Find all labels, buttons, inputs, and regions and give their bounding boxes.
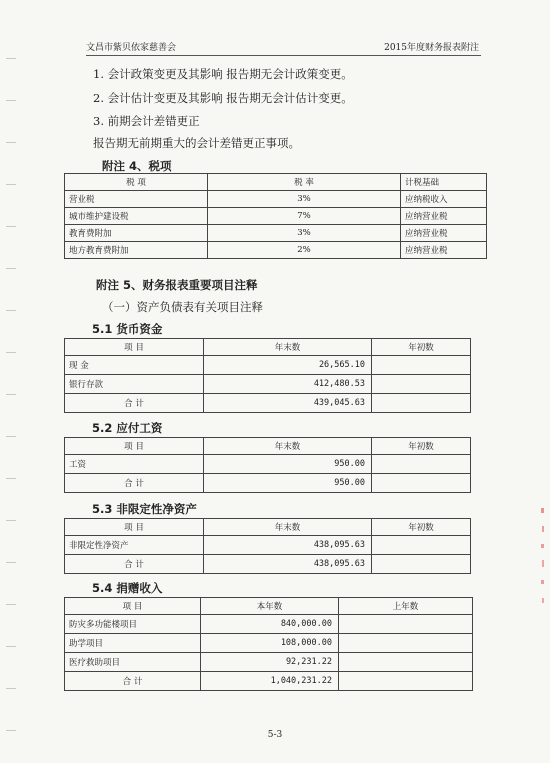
table-header-row xyxy=(65,339,471,356)
net-assets-table xyxy=(64,518,471,574)
table-cell: 840,000.00 xyxy=(201,615,339,634)
table-cell: 108,000.00 xyxy=(201,634,339,653)
section-subtitle: （一）资产负债表有关项目注释 xyxy=(102,300,263,314)
table-cell: 950.00 xyxy=(204,455,372,474)
table-cell: 合 计 xyxy=(65,555,204,574)
table-row xyxy=(65,536,471,555)
table-row xyxy=(65,394,471,413)
table-cell: 合 计 xyxy=(65,394,204,413)
table-cell xyxy=(339,672,473,691)
table-cell: 教育费附加 xyxy=(65,225,208,242)
cash-table xyxy=(64,338,471,413)
table-cell xyxy=(372,375,471,394)
table-cell: 防灾多功能楼项目 xyxy=(65,615,201,634)
margin-tick xyxy=(6,688,16,689)
table-cell: 城市维护建设税 xyxy=(65,208,208,225)
organization-name: 文昌市紫贝依家慈善会 xyxy=(86,43,177,53)
table-row xyxy=(65,455,471,474)
table-row xyxy=(65,375,471,394)
header-cell: 本年数 xyxy=(201,598,339,615)
document-title: 2015年度财务报表附注 xyxy=(384,43,479,53)
header-cell: 年末数 xyxy=(204,519,372,536)
table-cell: 应纳营业税 xyxy=(401,225,487,242)
policy-item-3: 3. 前期会计差错更正 xyxy=(93,114,200,128)
table-row xyxy=(65,474,471,493)
policy-item-1: 1. 会计政策变更及其影响 报告期无会计政策变更。 xyxy=(93,67,353,81)
table-row xyxy=(65,653,473,672)
table-cell: 26,565.10 xyxy=(204,356,372,375)
margin-tick xyxy=(6,520,16,521)
margin-tick xyxy=(6,58,16,59)
margin-tick xyxy=(6,142,16,143)
table-cell: 439,045.63 xyxy=(204,394,372,413)
table-cell xyxy=(372,474,471,493)
policy-item-4: 报告期无前期重大的会计差错更正事项。 xyxy=(93,136,300,150)
table-row xyxy=(65,225,487,242)
table-header-row xyxy=(65,174,487,191)
header-cell: 上年数 xyxy=(339,598,473,615)
subsection-title-cash: 5.1 货币资金 xyxy=(92,322,163,336)
header-cell: 计税基础 xyxy=(401,174,487,191)
table-cell: 医疗救助项目 xyxy=(65,653,201,672)
margin-tick xyxy=(6,310,16,311)
margin-tick xyxy=(6,646,16,647)
table-cell: 3% xyxy=(208,191,401,208)
header-cell: 税 率 xyxy=(208,174,401,191)
margin-tick xyxy=(6,604,16,605)
table-cell: 营业税 xyxy=(65,191,208,208)
table-cell: 92,231.22 xyxy=(201,653,339,672)
page-number: 5-3 xyxy=(267,730,283,740)
margin-tick xyxy=(6,436,16,437)
table-row xyxy=(65,242,487,259)
table-row xyxy=(65,634,473,653)
tax-table xyxy=(64,173,487,259)
table-cell: 非限定性净资产 xyxy=(65,536,204,555)
table-cell: 合 计 xyxy=(65,672,201,691)
margin-tick xyxy=(6,352,16,353)
table-cell: 应纳税收入 xyxy=(401,191,487,208)
table-cell xyxy=(339,653,473,672)
margin-tick xyxy=(6,394,16,395)
table-cell xyxy=(339,634,473,653)
table-cell: 1,040,231.22 xyxy=(201,672,339,691)
donations-table xyxy=(64,597,473,691)
table-cell xyxy=(339,615,473,634)
header-cell: 年末数 xyxy=(204,339,372,356)
table-row xyxy=(65,356,471,375)
table-cell xyxy=(372,555,471,574)
table-cell: 地方教育费附加 xyxy=(65,242,208,259)
section-heading-tax: 附注 4、税项 xyxy=(102,159,172,173)
header-cell: 项 目 xyxy=(65,339,204,356)
table-row xyxy=(65,672,473,691)
table-cell: 工资 xyxy=(65,455,204,474)
table-cell: 950.00 xyxy=(204,474,372,493)
table-cell: 应纳营业税 xyxy=(401,242,487,259)
table-cell: 438,095.63 xyxy=(204,555,372,574)
table-cell: 银行存款 xyxy=(65,375,204,394)
page-header xyxy=(86,40,479,54)
wages-table xyxy=(64,437,471,493)
margin-tick xyxy=(6,478,16,479)
table-cell: 7% xyxy=(208,208,401,225)
table-row xyxy=(65,191,487,208)
table-cell: 3% xyxy=(208,225,401,242)
seal-edge-mark xyxy=(540,500,546,620)
table-header-row xyxy=(65,438,471,455)
header-cell: 年初数 xyxy=(372,339,471,356)
table-cell: 438,095.63 xyxy=(204,536,372,555)
table-cell: 现 金 xyxy=(65,356,204,375)
header-cell: 税 项 xyxy=(65,174,208,191)
header-cell: 年末数 xyxy=(204,438,372,455)
margin-tick xyxy=(6,268,16,269)
subsection-title-wages: 5.2 应付工资 xyxy=(92,421,163,435)
table-cell xyxy=(372,356,471,375)
header-cell: 年初数 xyxy=(372,438,471,455)
header-cell: 项 目 xyxy=(65,598,201,615)
header-cell: 年初数 xyxy=(372,519,471,536)
table-cell: 应纳营业税 xyxy=(401,208,487,225)
margin-tick xyxy=(6,562,16,563)
table-cell xyxy=(372,394,471,413)
table-cell: 合 计 xyxy=(65,474,204,493)
table-row xyxy=(65,208,487,225)
table-row xyxy=(65,555,471,574)
margin-tick xyxy=(6,184,16,185)
subsection-title-donations: 5.4 捐赠收入 xyxy=(92,581,163,595)
table-cell xyxy=(372,455,471,474)
margin-tick xyxy=(6,100,16,101)
table-cell: 412,480.53 xyxy=(204,375,372,394)
margin-tick xyxy=(6,226,16,227)
subsection-title-net-assets: 5.3 非限定性净资产 xyxy=(92,502,197,516)
table-header-row xyxy=(65,519,471,536)
table-cell: 助学项目 xyxy=(65,634,201,653)
table-header-row xyxy=(65,598,473,615)
section-heading-notes: 附注 5、财务报表重要项目注释 xyxy=(96,278,258,292)
header-cell: 项 目 xyxy=(65,438,204,455)
policy-item-2: 2. 会计估计变更及其影响 报告期无会计估计变更。 xyxy=(93,91,353,105)
table-cell: 2% xyxy=(208,242,401,259)
table-cell xyxy=(372,536,471,555)
header-rule xyxy=(86,55,481,56)
table-row xyxy=(65,615,473,634)
header-cell: 项 目 xyxy=(65,519,204,536)
